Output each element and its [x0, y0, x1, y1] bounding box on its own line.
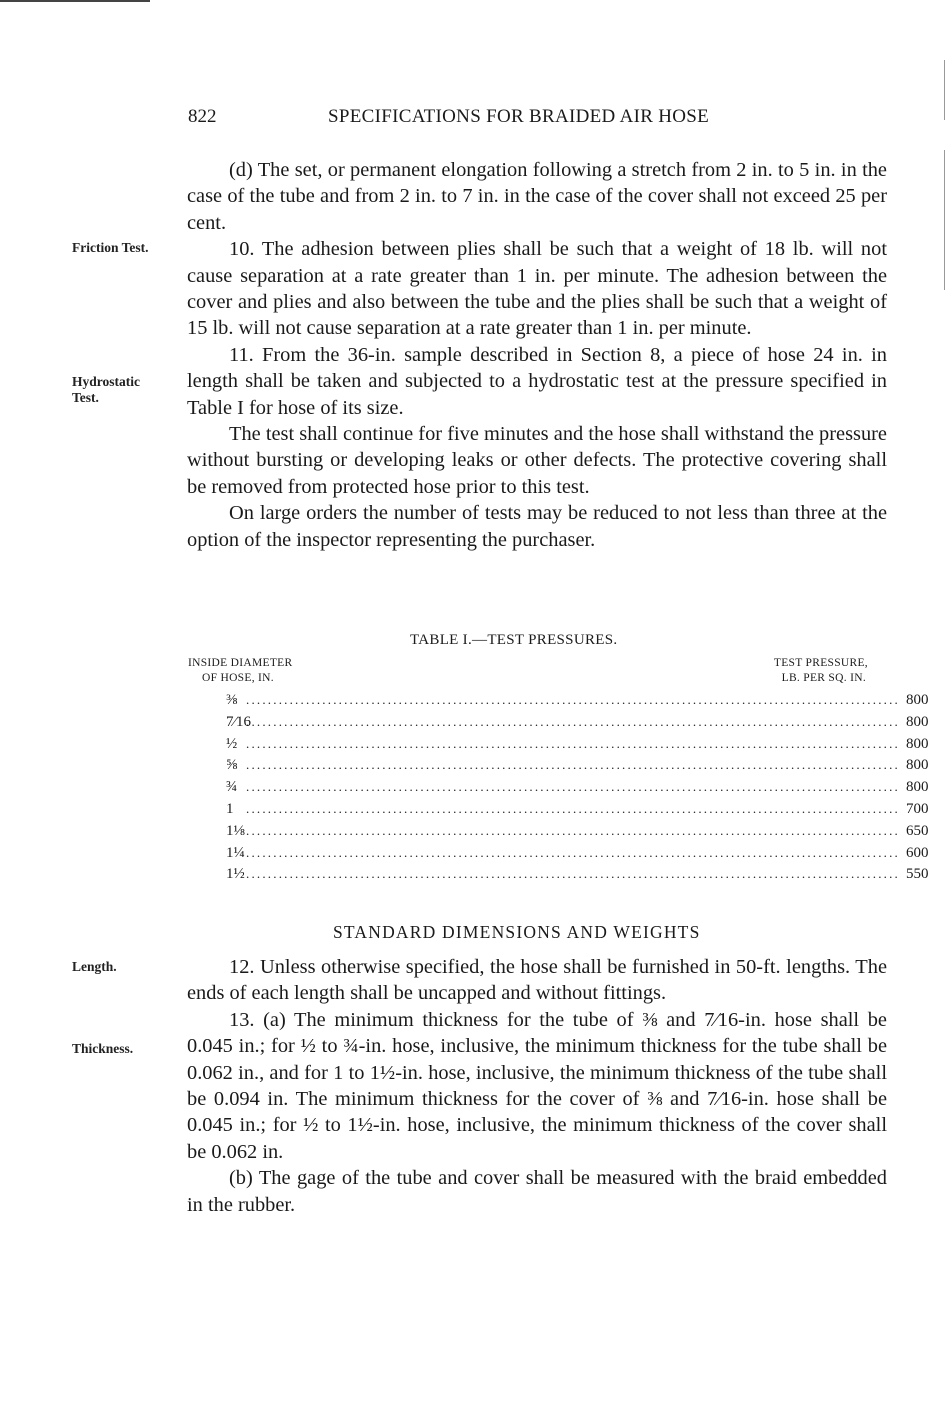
table-title: TABLE I.—TEST PRESSURES. [410, 632, 618, 648]
dot-leader: ........................................................................................................................ [246, 713, 900, 729]
dot-leader: ........................................................................................................................ [246, 779, 900, 795]
paragraph-11-continued: The test shall continue for five minutes and the hose shall withstand the pressure without bursting or developing leaks or other defects. The protective covering shall be removed from protected hose prior to this test. [187, 423, 887, 498]
scan-edge-line [0, 0, 150, 2]
dot-leader: ........................................................................................................................ [246, 822, 900, 838]
table-cell-diameter: 1 [226, 800, 234, 817]
paragraph-11: 11. From the 36-in. sample described in Section 8, a piece of hose 24 in. in length shall be taken and subjected to a hydrostatic test at the pressure specified in Table I for hose of its size. [187, 343, 887, 419]
table-cell-diameter: 1½ [226, 866, 245, 883]
running-header [188, 106, 888, 132]
table-cell-diameter: 1¼ [226, 844, 245, 861]
table-cell-pressure: 800 [906, 779, 929, 796]
paragraph-13a: 13. (a) The minimum thickness for the tube of ⅜ and 7⁄16-in. hose shall be 0.045 in.; for ½ to ¾-in. hose, inclusive, the minimum thickness for the tube shall be 0.062 in., and for 1 to 1½-in. hose, inclusive, the minimum thickness of the tube shall be 0.094 in. The minimum thickness for the cover of ⅜ and 7⁄16-in. hose shall be 0.045 in.; for ½ to 1½-in. hose, inclusive, the minimum thickness of the cover shall be 0.062 in. [187, 1008, 887, 1163]
dot-leader: ........................................................................................................................ [246, 844, 900, 860]
table-row [226, 713, 929, 736]
table-cell-pressure: 700 [906, 800, 929, 817]
dot-leader: ........................................................................................................................ [246, 800, 900, 816]
table-cell-pressure: 800 [906, 692, 929, 708]
side-note-friction: Friction Test. [72, 240, 149, 255]
table-row [226, 866, 929, 888]
table-row [226, 800, 929, 823]
table-cell-pressure: 650 [906, 822, 929, 839]
page-number: 822 [188, 106, 217, 127]
test-pressure-table [226, 692, 929, 888]
paragraph-10: 10. The adhesion between plies shall be such that a weight of 18 lb. will not cause separation at a rate greater than 1 in. per minute. The adhesion between the cover and plies and also between the tube and the plies shall be such that a weight of 15 lb. will not cause separation at a rate greater than 1 in. per minute. [187, 238, 887, 340]
table-cell-diameter: ⅜ [226, 692, 238, 708]
scan-edge-mark [944, 60, 945, 120]
dot-leader: ........................................................................................................................ [246, 692, 900, 707]
paragraph-12: 12. Unless otherwise specified, the hose shall be furnished in 50-ft. lengths. The ends of each length shall be uncapped and without fittings. [187, 956, 887, 1005]
table-row [226, 757, 929, 779]
table-col-pressure-header [750, 656, 868, 686]
table-cell-diameter: 1⅛ [226, 822, 245, 839]
paragraph-13b: (b) The gage of the tube and cover shall be measured with the braid embedded in the rubber. [187, 1167, 887, 1216]
running-title: SPECIFICATIONS FOR BRAIDED AIR HOSE [328, 106, 710, 127]
dot-leader: ........................................................................................................................ [246, 757, 900, 773]
dot-leader: ........................................................................................................................ [246, 735, 900, 751]
table-row [226, 735, 929, 758]
section-heading: STANDARD DIMENSIONS AND WEIGHTS [333, 922, 701, 942]
diameter-header-line1: INSIDE DIAMETER [188, 657, 293, 669]
side-note-hydrostatic: Hydrostatic Test. [72, 374, 140, 405]
table-row [226, 779, 929, 801]
lower-body-text [187, 954, 887, 1218]
table-col-diameter-header [188, 656, 292, 686]
pressure-header-line2: LB. PER SQ. IN. [781, 672, 866, 684]
paragraph-d-set: (d) The set, or permanent elongation following a stretch from 2 in. to 5 in. in the case of the tube and from 2 in. to 7 in. in the case of the cover shall not exceed 25 per cent. [187, 159, 887, 234]
table-cell-pressure: 600 [906, 844, 929, 861]
table-cell-pressure: 800 [906, 757, 929, 774]
scan-edge-mark [944, 150, 945, 290]
diameter-header-line2: OF HOSE, IN. [202, 672, 274, 684]
table-cell-diameter: ⅝ [226, 757, 238, 774]
table-cell-pressure: 550 [906, 866, 929, 883]
table-cell-pressure: 800 [906, 735, 929, 752]
pressure-header-line1: TEST PRESSURE, [773, 657, 868, 669]
upper-body-text [187, 157, 887, 553]
table-cell-diameter: ½ [226, 735, 238, 752]
table-cell-diameter: ¾ [226, 779, 238, 796]
paragraph-11-orders: On large orders the number of tests may be reduced to not less than three at the option of the inspector representing the purchaser. [187, 502, 887, 551]
dot-leader: ........................................................................................................................ [246, 866, 900, 882]
side-note-length: Length. [72, 959, 117, 974]
side-note-thickness: Thickness. [72, 1041, 134, 1056]
table-row [226, 844, 929, 867]
table-cell-diameter: 7⁄16 [226, 713, 252, 730]
table-row [226, 822, 929, 845]
table-cell-pressure: 800 [906, 713, 929, 730]
table-row [226, 692, 929, 714]
